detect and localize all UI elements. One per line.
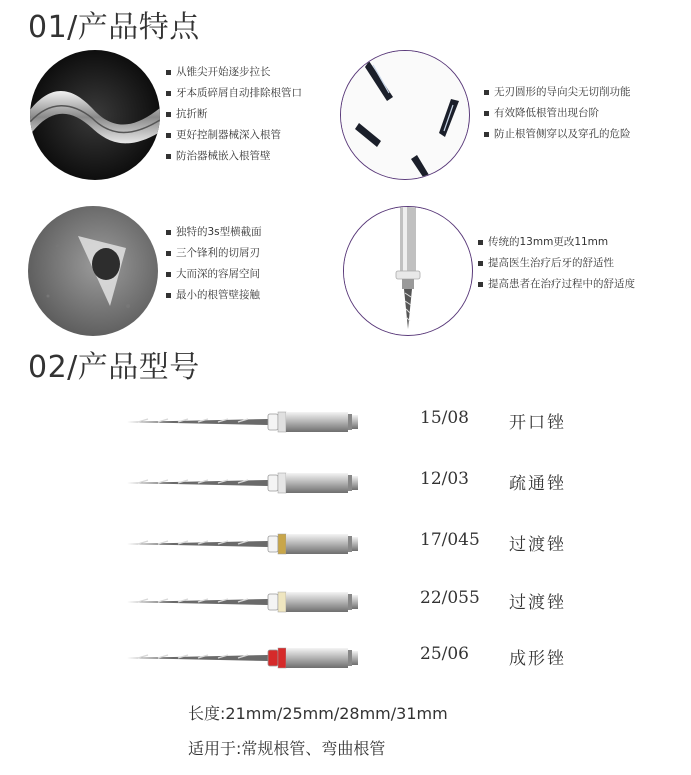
- model-name: 成形锉: [509, 649, 566, 669]
- model-row: [0, 400, 691, 440]
- bullet: 提高医生治疗后牙的舒适性: [478, 253, 635, 274]
- spiral-blade-icon: [30, 50, 160, 180]
- bullet: 牙本质碎屑自动排除根管口: [166, 83, 302, 104]
- model-code: 22/055: [420, 588, 480, 608]
- usage-info: 适用于:常规根管、弯曲根管: [188, 739, 386, 758]
- bullet: 传统的13mm更改11mm: [478, 232, 635, 253]
- model-row: [0, 522, 691, 562]
- endodontic-file-icon: [118, 461, 368, 501]
- bullet: 有效降低根管出现台阶: [484, 103, 631, 124]
- feature-4-bullets: [478, 232, 635, 295]
- model-row: [0, 461, 691, 501]
- feature-1-bullets: [166, 62, 302, 167]
- bullet: 独特的3s型横截面: [166, 222, 262, 243]
- endodontic-file-icon: [118, 636, 368, 676]
- model-name: 开口锉: [509, 413, 566, 433]
- section2-title: 02/产品型号: [28, 350, 200, 385]
- model-code: 15/08: [420, 408, 469, 428]
- model-name: 疏通锉: [509, 474, 566, 494]
- feature-2-bullets: [484, 82, 631, 145]
- bullet: 最小的根管壁接触: [166, 285, 262, 306]
- bullet: 抗折断: [166, 104, 302, 125]
- bullet: 更好控制器械深入根管: [166, 125, 302, 146]
- model-code: 12/03: [420, 469, 469, 489]
- section1-title: 01/产品特点: [28, 10, 200, 45]
- model-name: 过渡锉: [509, 593, 566, 613]
- bullet: 防治器械嵌入根管壁: [166, 146, 302, 167]
- model-row: [0, 580, 691, 620]
- model-name: 过渡锉: [509, 535, 566, 555]
- model-code: 17/045: [420, 530, 480, 550]
- bullet: 提高患者在治疗过程中的舒适度: [478, 274, 635, 295]
- bullet: 从锥尖开始逐步拉长: [166, 62, 302, 83]
- non-cutting-tip-icon: [340, 50, 470, 180]
- length-info: 长度:21mm/25mm/28mm/31mm: [188, 704, 448, 723]
- feature-3-bullets: [166, 222, 262, 306]
- model-row: [0, 636, 691, 676]
- short-handle-icon: [343, 206, 473, 336]
- bullet: 防止根管侧穿以及穿孔的危险: [484, 124, 631, 145]
- cross-section-icon: [28, 206, 158, 336]
- bullet: 无刃圆形的导向尖无切削功能: [484, 82, 631, 103]
- endodontic-file-icon: [118, 522, 368, 562]
- endodontic-file-icon: [118, 580, 368, 620]
- endodontic-file-icon: [118, 400, 368, 440]
- bullet: 三个锋利的切屑刃: [166, 243, 262, 264]
- bullet: 大而深的容屑空间: [166, 264, 262, 285]
- model-code: 25/06: [420, 644, 469, 664]
